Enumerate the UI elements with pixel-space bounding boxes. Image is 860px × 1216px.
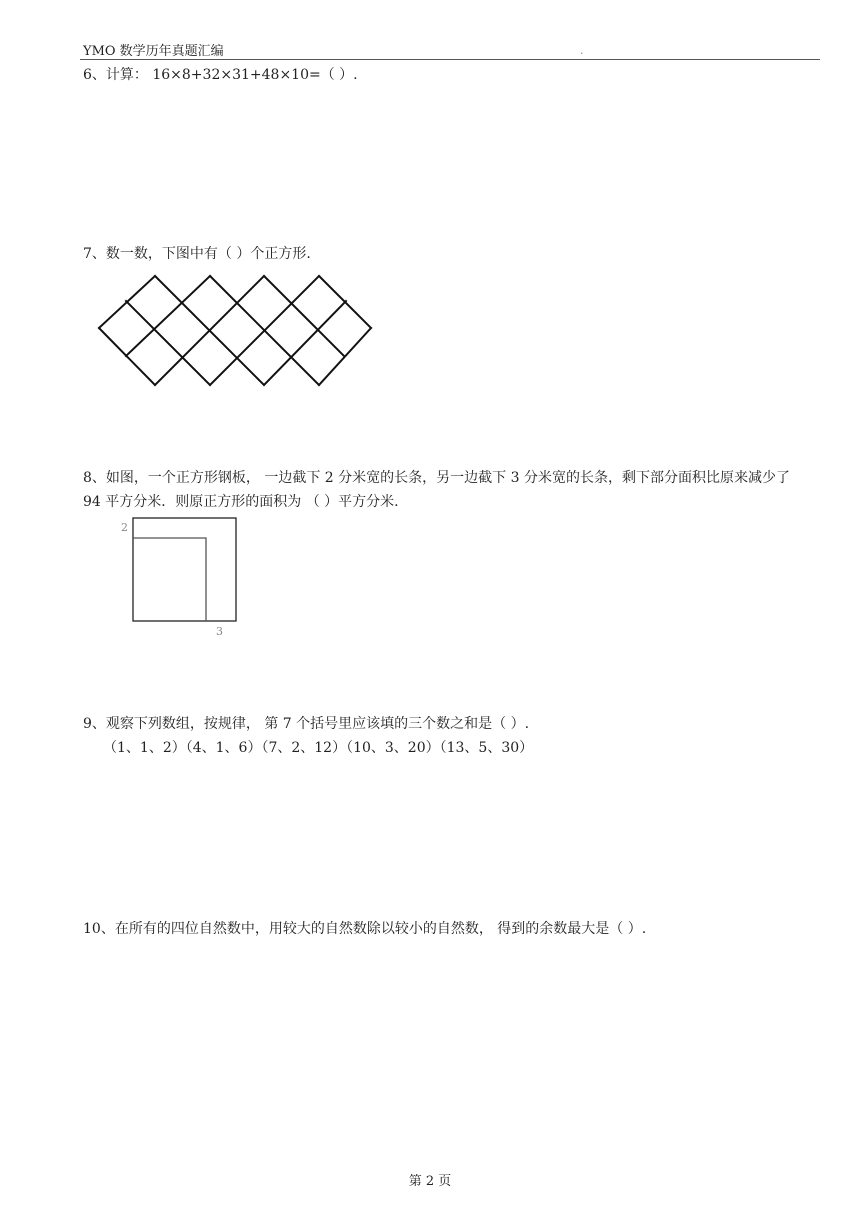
- header-title: YMO 数学历年真题汇编: [83, 44, 224, 59]
- question-8-line1: 8、如图，一个正方形钢板， 一边截下 2 分米宽的长条，另一边截下 3 分米宽的长条，剩下部分面积比原来减少了: [83, 470, 790, 486]
- header-rule: [80, 59, 820, 60]
- question-10: 10、在所有的四位自然数中，用较大的自然数除以较小的自然数， 得到的余数最大是（ ）.: [83, 921, 647, 937]
- label-2: 2: [121, 521, 128, 534]
- squares-lattice-figure: [96, 272, 376, 388]
- page-number: 第 2 页: [408, 1174, 452, 1189]
- question-9-line2: （1、1、2）（4、1、6）（7、2、12）（10、3、20）（13、5、30）: [103, 740, 534, 756]
- question-6: 6、计算： 16×8+32×31+48×10=（ ）.: [83, 67, 358, 83]
- steel-plate-figure: [116, 514, 246, 640]
- header-dot: .: [580, 44, 584, 57]
- question-9-line1: 9、观察下列数组，按规律， 第 7 个括号里应该填的三个数之和是（ ）.: [83, 716, 530, 732]
- label-3: 3: [216, 625, 223, 638]
- question-7: 7、数一数，下图中有（ ）个正方形.: [83, 246, 311, 262]
- question-8-line2: 94 平方分米．则原正方形的面积为 （ ）平方分米.: [83, 494, 399, 510]
